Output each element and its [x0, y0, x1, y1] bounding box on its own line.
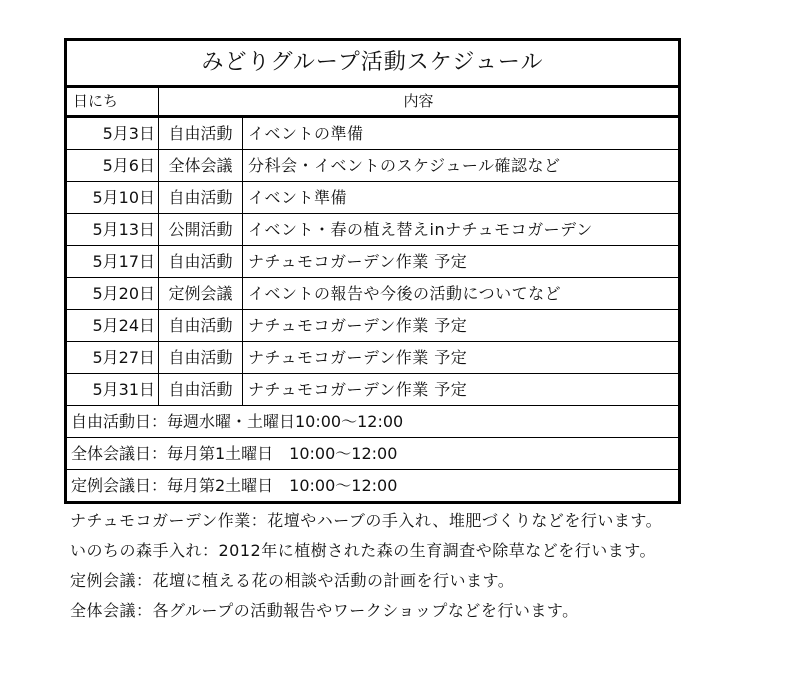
row-type: 自由活動	[159, 342, 243, 373]
row-type: 公開活動	[159, 214, 243, 245]
row-type: 全体会議	[159, 150, 243, 181]
note-garden-work: ナチュモコガーデン作業：花壇やハーブの手入れ、堆肥づくりなどを行います。	[70, 511, 663, 530]
row-date: 5月31日	[67, 374, 159, 405]
info-regular-meeting-days: 定例会議日：毎月第2土曜日 10:00～12:00	[71, 476, 398, 495]
row-type: 定例会議	[159, 278, 243, 309]
row-date: 5月6日	[67, 150, 159, 181]
row-date: 5月3日	[67, 118, 159, 149]
note-regular-meeting: 定例会議：花壇に植える花の相談や活動の計画を行います。	[70, 571, 515, 590]
row-detail: イベントの準備	[248, 124, 364, 143]
row-detail: ナチュモコガーデン作業 予定	[248, 316, 468, 335]
row-detail: イベント準備	[248, 188, 348, 207]
info-free-activity-days: 自由活動日：毎週水曜・土曜日10:00～12:00	[67, 406, 678, 438]
info-general-meeting-days: 全体会議日：毎月第1土曜日 10:00～12:00	[67, 438, 678, 470]
row-detail: ナチュモコガーデン作業 予定	[248, 348, 468, 367]
row-type: 自由活動	[159, 118, 243, 149]
row-date: 5月24日	[67, 310, 159, 341]
row-detail: ナチュモコガーデン作業 予定	[248, 252, 468, 271]
row-type: 自由活動	[159, 374, 243, 405]
table-row	[67, 342, 678, 374]
row-detail: イベント・春の植え替えinナチュモコガーデン	[248, 220, 593, 239]
table-row	[67, 374, 678, 406]
row-date: 5月20日	[67, 278, 159, 309]
table-row	[67, 310, 678, 342]
table-row	[67, 150, 678, 182]
row-type: 自由活動	[159, 310, 243, 341]
row-type: 自由活動	[159, 246, 243, 277]
row-date: 5月17日	[67, 246, 159, 277]
schedule-table	[64, 38, 681, 504]
notes-section	[70, 506, 662, 626]
schedule-title: みどりグループ活動スケジュール	[67, 41, 678, 88]
table-row	[67, 182, 678, 214]
header-content: 内容	[403, 92, 434, 110]
note-general-meeting: 全体会議：各グループの活動報告やワークショップなどを行います。	[70, 601, 579, 620]
table-header	[67, 88, 678, 118]
row-detail: 分科会・イベントのスケジュール確認など	[248, 156, 561, 175]
row-type: 自由活動	[159, 182, 243, 213]
table-row	[67, 278, 678, 310]
row-detail: イベントの報告や今後の活動についてなど	[248, 284, 562, 303]
row-date: 5月27日	[67, 342, 159, 373]
row-date: 5月10日	[67, 182, 159, 213]
header-date: 日にち	[67, 88, 159, 115]
note-forest-care: いのちの森手入れ：2012年に植樹された森の生育調査や除草などを行います。	[70, 541, 656, 560]
table-row	[67, 214, 678, 246]
row-detail: ナチュモコガーデン作業 予定	[248, 380, 468, 399]
table-row	[67, 118, 678, 150]
table-row	[67, 246, 678, 278]
row-date: 5月13日	[67, 214, 159, 245]
